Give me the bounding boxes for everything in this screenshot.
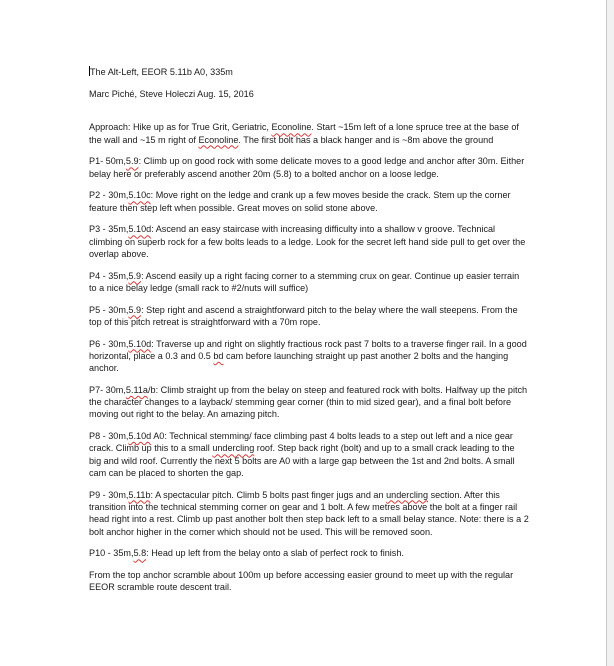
text-run: : A spectacular pitch. Climb 5 bolts past finger jugs and an xyxy=(150,489,387,500)
paragraph-10 xyxy=(89,489,529,538)
text-run: P8 - 30m, xyxy=(89,431,129,442)
paragraph-12 xyxy=(89,569,529,594)
paragraph-1 xyxy=(89,121,529,146)
text-run: P3 - 35m, xyxy=(89,224,129,235)
text-run: : Move right on the ledge and crank up a few moves beside the crack. Stem up the corner feature then step left when possible. Great moves on solid stone above. xyxy=(89,190,511,213)
text-run: A0: Technical stemming/ face climbing past 4 bolts leads to a step out left and a nice gear crack. Climb up this to a small xyxy=(89,431,513,454)
spellcheck-flagged-word: 5.9 xyxy=(125,156,139,167)
spellcheck-flagged-word: 5.10d xyxy=(128,431,152,442)
text-run: : Ascend easily up a right facing corner to a stemming crux on gear. Continue up easier terrain to a nice belay ledge (small rack to #2/nuts will suffice) xyxy=(89,270,520,293)
spellcheck-flagged-word: 5.11b xyxy=(128,489,151,500)
paragraph-2 xyxy=(89,155,529,180)
route-title-line xyxy=(89,66,529,78)
text-run: P4 - 35m, xyxy=(89,270,129,281)
paragraph-11 xyxy=(89,547,529,559)
paragraph-9 xyxy=(89,430,529,479)
text-run: P9 - 30m, xyxy=(89,489,129,500)
spellcheck-flagged-word: bd xyxy=(213,350,224,361)
text-run: : Head up left from the belay onto a slab of perfect rock to finish. xyxy=(146,548,404,559)
text-run: . The first bolt has a black hanger and is ~8m above the ground xyxy=(238,134,494,145)
text-run: Approach: Hike up as for True Grit, Geriatric, xyxy=(89,122,272,133)
route-title: The Alt-Left, EEOR 5.11b A0, 335m xyxy=(90,67,233,77)
text-run: : Ascend an easy staircase with increasing difficulty into a shallow v groove. Technical climbing on superb rock for a few bolts leads to a ledge. Look for the secret left hand side pull to get over the overlap above. xyxy=(89,224,526,259)
text-run: P2 - 30m, xyxy=(89,190,129,201)
paragraph-8 xyxy=(89,384,529,421)
spellcheck-flagged-word: 5.9 xyxy=(128,304,142,315)
text-run: section. After this transition into the technical stemming corner on gear and 1 bolt. A few metres above the bolt at a finger rail head right into a rest. Climb up past another bolt then step back left to a small belay stance. Note: there is a 2 bolt anchor higher in the corner which should not be used. This will be removed soon. xyxy=(89,489,529,537)
spellcheck-flagged-word: 5.10d xyxy=(128,224,152,235)
text-run: P10 - 35m, xyxy=(89,548,134,559)
text-run: From the top anchor scramble about 100m up before accessing easier ground to meet up with the regular EEOR scramble route descent trail. xyxy=(89,569,514,593)
text-run: : Traverse up and right on slightly fractious rock past 7 bolts to a traverse finger rail. In a good horizontal, place a 0.3 and 0.5 xyxy=(89,338,527,361)
spellcheck-flagged-word: 5.10c xyxy=(128,190,151,201)
paragraph-4 xyxy=(89,223,529,260)
paragraph-6 xyxy=(89,304,529,329)
text-run: : Climb up on good rock with some delicate moves to a good ledge and anchor after 30m. Either belay here or preferably ascend another 20m (5.8) to a bolted anchor on a loose ledge. xyxy=(89,156,525,179)
header-spacer xyxy=(89,109,529,121)
spellcheck-flagged-word: Econoline xyxy=(271,122,312,133)
spellcheck-flagged-word: Econoline xyxy=(198,134,239,145)
text-run: P7- 30m, xyxy=(89,384,126,395)
text-run: . Start ~15m left of a lone spruce tree at the base of the wall and ~15 m right of xyxy=(89,122,519,145)
spellcheck-flagged-word: 5.9 xyxy=(128,270,142,281)
paragraph-3 xyxy=(89,189,529,214)
text-run: roof. Step back right (bolt) and up to a small crack leading to the big and wild roof. Currently the next 5 bolts are A0 with a large gap between the 1st and 2nd bolts. A small cam can be placed to shorten the gap. xyxy=(89,443,515,479)
spellcheck-flagged-word: 5.10d xyxy=(128,338,152,349)
spellcheck-flagged-word: undercling xyxy=(386,489,429,500)
text-run: P1- 50m, xyxy=(89,156,126,167)
paragraph-7 xyxy=(89,338,529,375)
authors-line: Marc Piché, Steve Holeczi Aug. 15, 2016 xyxy=(89,88,254,99)
text-run: : Step right and ascend a straightforward pitch to the belay where the wall steepens. From the top of this pitch retreat is straightforward with a 70m rope. xyxy=(89,304,518,327)
document-body[interactable] xyxy=(89,66,529,603)
text-run: P5 - 30m, xyxy=(89,304,129,315)
spellcheck-flagged-word: 5.11a xyxy=(125,384,148,395)
text-run: /b: Climb straight up from the belay on steep and featured rock with bolts. Halfway up the pitch the character changes to a layback/ stemming gear corner (thin to mid sized gear), and a final bolt before moving out right to the belay. An amazing pitch. xyxy=(89,384,528,420)
text-run: P6 - 30m, xyxy=(89,338,129,349)
route-description xyxy=(89,121,529,593)
paragraph-5 xyxy=(89,270,529,295)
spellcheck-flagged-word: 5.8 xyxy=(133,548,147,559)
spellcheck-flagged-word: undercling xyxy=(212,443,255,454)
text-run: cam before launching straight up past another 2 bolts and the hanging anchor. xyxy=(89,350,509,374)
window-gutter xyxy=(607,0,614,666)
